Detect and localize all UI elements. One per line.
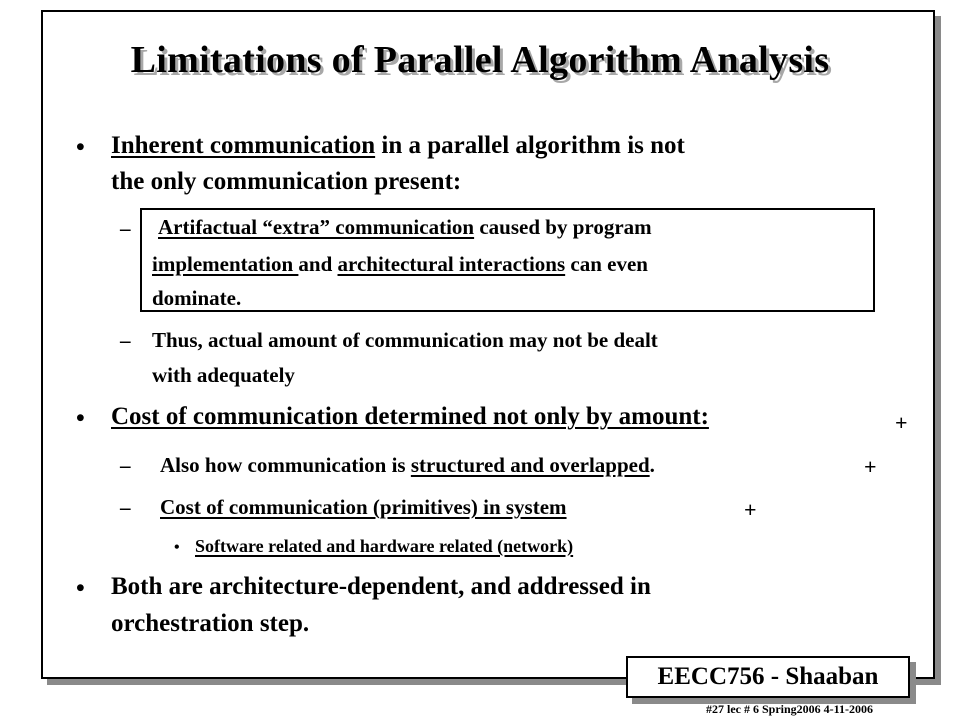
cost-of-communication-term: Cost of communication determined not only by amount: [111,403,709,430]
dash: – [120,453,131,477]
inherent-communication-term: Inherent communication [111,132,376,159]
sub-1-line-2 [152,252,648,277]
plus-mark: + [744,497,757,522]
sub-4-line-1 [160,495,567,520]
sub-1-text: caused by program [474,215,652,239]
slide-title: Limitations of Parallel Algorithm Analysis [130,39,830,81]
bullet-dot: • [76,575,85,602]
sub-2-line-1: Thus, actual amount of communication may not be dealt [152,328,658,352]
bullet-2-line-1 [111,403,709,431]
structured-overlapped-term: structured and overlapped [410,453,650,477]
bullet-dot: • [76,134,85,161]
sub-1-line-3: dominate. [152,286,242,310]
course-badge: EECC756 - Shaaban [626,656,910,698]
artifactual-communication-term: Artifactual “extra” communication [158,215,475,239]
dash: – [120,328,131,352]
sub-3-text: Also how communication is [160,453,411,477]
sub-3-line-1 [160,453,655,478]
plus-mark: + [895,410,908,435]
implementation-term: implementation [152,252,299,276]
bullet-1-line-1 [111,132,685,160]
sub-sub-1-line-1 [195,536,573,557]
plus-mark: + [864,454,877,479]
footer-text: #27 lec # 6 Spring2006 4-11-2006 [706,702,873,716]
sub-1-line-1 [158,215,652,240]
software-hardware-term: Software related and hardware related (network) [195,536,574,556]
sub-1-text-2: can even [565,252,648,276]
bullet-1-text: in a parallel algorithm is not [375,132,685,159]
sub-2-line-2: with adequately [152,363,295,387]
bullet-dot: • [76,405,85,432]
bullet-3-line-2: orchestration step. [111,610,310,637]
sub-1-and: and [298,252,338,276]
dash: – [120,216,131,240]
dash: – [120,495,131,519]
cost-primitives-term: Cost of communication (primitives) in system [160,495,567,519]
sub-3-period: . [649,453,655,477]
architectural-interactions-term: architectural interactions [337,252,566,276]
bullet-3-line-1: Both are architecture-dependent, and addressed in [111,573,651,600]
bullet-dot: • [174,539,180,556]
bullet-1-line-2: the only communication present: [111,168,462,195]
